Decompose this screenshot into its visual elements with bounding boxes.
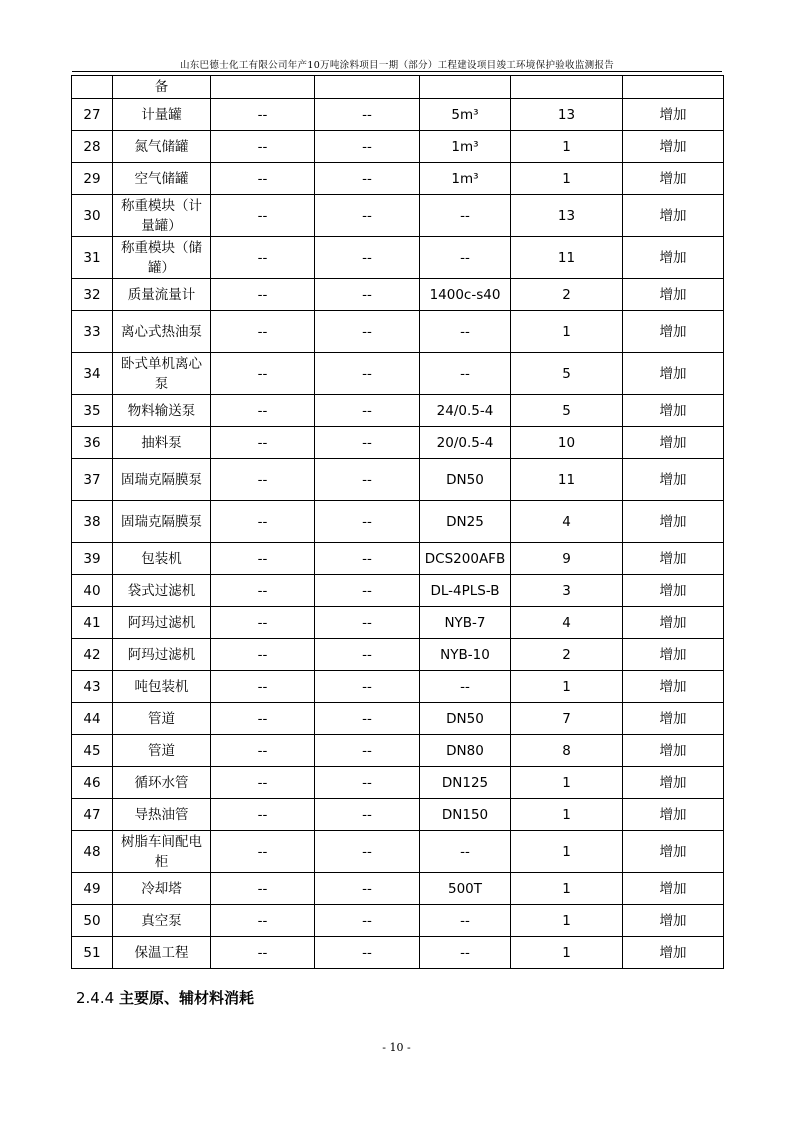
cell-qty: 9 <box>511 543 623 575</box>
cell-name: 阿玛过滤机 <box>113 607 211 639</box>
cell-qty: 11 <box>511 459 623 501</box>
cell-col4: -- <box>315 937 420 969</box>
cell-change: 增加 <box>623 767 724 799</box>
cell-qty: 2 <box>511 639 623 671</box>
cell-col3: -- <box>211 575 315 607</box>
cell-qty: 2 <box>511 279 623 311</box>
cell-spec: 1400c-s40 <box>420 279 511 311</box>
cell-no: 34 <box>72 353 113 395</box>
cell-name: 固瑞克隔膜泵 <box>113 501 211 543</box>
cell-spec: 1m³ <box>420 131 511 163</box>
cell-spec: -- <box>420 311 511 353</box>
cell-qty: 1 <box>511 937 623 969</box>
table-row <box>72 195 724 237</box>
cell-name: 吨包装机 <box>113 671 211 703</box>
table-row <box>72 905 724 937</box>
cell-change: 增加 <box>623 99 724 131</box>
cell-name: 抽料泵 <box>113 427 211 459</box>
cell-name: 导热油管 <box>113 799 211 831</box>
cell-change: 增加 <box>623 163 724 195</box>
cell-col4: -- <box>315 575 420 607</box>
cell-name: 计量罐 <box>113 99 211 131</box>
table-row <box>72 459 724 501</box>
cell-col4: -- <box>315 767 420 799</box>
cell-qty: 11 <box>511 237 623 279</box>
cell-change: 增加 <box>623 831 724 873</box>
section-heading <box>76 987 254 1008</box>
cell-qty: 5 <box>511 353 623 395</box>
cell-spec: 500T <box>420 873 511 905</box>
cell-spec: 20/0.5-4 <box>420 427 511 459</box>
cell-col3: -- <box>211 311 315 353</box>
cell-name: 树脂车间配电柜 <box>113 831 211 873</box>
cell-change: 增加 <box>623 279 724 311</box>
table-row <box>72 543 724 575</box>
cell-change: 增加 <box>623 459 724 501</box>
cell-name: 卧式单机离心泵 <box>113 353 211 395</box>
cell-change: 增加 <box>623 543 724 575</box>
cell-change: 增加 <box>623 427 724 459</box>
table-row <box>72 937 724 969</box>
cell-no: 44 <box>72 703 113 735</box>
cell-name: 循环水管 <box>113 767 211 799</box>
cell-name: 管道 <box>113 703 211 735</box>
cell-change: 增加 <box>623 639 724 671</box>
section-title: 主要原、辅材料消耗 <box>118 989 254 1007</box>
table-row <box>72 279 724 311</box>
cell-spec: NYB-10 <box>420 639 511 671</box>
cell-spec: -- <box>420 671 511 703</box>
cell-name: 冷却塔 <box>113 873 211 905</box>
cell-col3: -- <box>211 831 315 873</box>
cell-col4: -- <box>315 831 420 873</box>
table-row <box>72 607 724 639</box>
cell-name: 物料输送泵 <box>113 395 211 427</box>
cell-col3: -- <box>211 543 315 575</box>
cell-col4: -- <box>315 639 420 671</box>
cell-spec: -- <box>420 353 511 395</box>
cell-col4: -- <box>315 279 420 311</box>
cell-qty: 8 <box>511 735 623 767</box>
cell-no: 45 <box>72 735 113 767</box>
table-row <box>72 501 724 543</box>
page-header: 山东巴德士化工有限公司年产10万吨涂料项目一期（部分）工程建设项目竣工环境保护验收监测报告 <box>179 60 615 71</box>
cell-col3: -- <box>211 937 315 969</box>
cell-col4: -- <box>315 799 420 831</box>
cell-col4: -- <box>315 459 420 501</box>
section-number: 2.4.4 <box>76 989 115 1007</box>
cell-no: 47 <box>72 799 113 831</box>
cell-col4: -- <box>315 427 420 459</box>
cell-change: 增加 <box>623 575 724 607</box>
cell-qty: 1 <box>511 311 623 353</box>
table-row <box>72 831 724 873</box>
cell-col3: -- <box>211 427 315 459</box>
cell-qty: 5 <box>511 395 623 427</box>
cell-spec: DN125 <box>420 767 511 799</box>
cell-name: 包装机 <box>113 543 211 575</box>
table-row <box>72 353 724 395</box>
cell-name: 空气储罐 <box>113 163 211 195</box>
cell-spec: -- <box>420 195 511 237</box>
cell-name: 袋式过滤机 <box>113 575 211 607</box>
cell-col4: -- <box>315 163 420 195</box>
cell-spec: DN50 <box>420 459 511 501</box>
cell-no: 41 <box>72 607 113 639</box>
cell-spec: -- <box>420 905 511 937</box>
table-row-continuation <box>72 76 724 99</box>
cell-name: 管道 <box>113 735 211 767</box>
cell-change: 增加 <box>623 237 724 279</box>
cell-no: 46 <box>72 767 113 799</box>
cell-col3: -- <box>211 395 315 427</box>
cell-col3: -- <box>211 163 315 195</box>
table-row <box>72 237 724 279</box>
cell-no: 37 <box>72 459 113 501</box>
cell-spec: DCS200AFB <box>420 543 511 575</box>
cell-no: 51 <box>72 937 113 969</box>
cell-no: 31 <box>72 237 113 279</box>
cell-col3: -- <box>211 237 315 279</box>
cell-col4: -- <box>315 311 420 353</box>
cell-name: 离心式热油泵 <box>113 311 211 353</box>
cell-change: 增加 <box>623 501 724 543</box>
cell-qty: 1 <box>511 131 623 163</box>
cell-qty: 4 <box>511 501 623 543</box>
table-row <box>72 163 724 195</box>
cell-spec: 24/0.5-4 <box>420 395 511 427</box>
table-row <box>72 703 724 735</box>
cell-no: 33 <box>72 311 113 353</box>
cell-spec: -- <box>420 831 511 873</box>
cell-col4: -- <box>315 671 420 703</box>
cell-qty: 13 <box>511 99 623 131</box>
equipment-table <box>71 75 724 969</box>
table-row <box>72 639 724 671</box>
table-row <box>72 395 724 427</box>
cell-col4: -- <box>315 735 420 767</box>
cell-qty: 13 <box>511 195 623 237</box>
cell-qty: 7 <box>511 703 623 735</box>
cell-col3: -- <box>211 99 315 131</box>
cell-spec: -- <box>420 237 511 279</box>
cell-qty: 1 <box>511 831 623 873</box>
cell-change: 增加 <box>623 395 724 427</box>
cell-no: 39 <box>72 543 113 575</box>
cell-no: 27 <box>72 99 113 131</box>
cell-no: 36 <box>72 427 113 459</box>
cell-change: 增加 <box>623 703 724 735</box>
cell-no: 28 <box>72 131 113 163</box>
cell-qty: 1 <box>511 905 623 937</box>
cell-name: 真空泵 <box>113 905 211 937</box>
cell-col4: -- <box>315 99 420 131</box>
cell-col4: -- <box>315 703 420 735</box>
cell-spec: DN50 <box>420 703 511 735</box>
table-row <box>72 575 724 607</box>
cell-change: 增加 <box>623 353 724 395</box>
cell-col3: -- <box>211 607 315 639</box>
cell-col4: -- <box>315 395 420 427</box>
cell-change: 增加 <box>623 195 724 237</box>
cell-col3: -- <box>211 735 315 767</box>
table-row <box>72 99 724 131</box>
cell-change: 增加 <box>623 937 724 969</box>
cell-col4: -- <box>315 195 420 237</box>
cell-name: 阿玛过滤机 <box>113 639 211 671</box>
cell-col4: -- <box>315 873 420 905</box>
table-row <box>72 799 724 831</box>
cell-col3: -- <box>211 501 315 543</box>
cell-col4: -- <box>315 607 420 639</box>
cell-qty: 3 <box>511 575 623 607</box>
cell-qty: 1 <box>511 671 623 703</box>
cell-col3: -- <box>211 459 315 501</box>
cell-change: 增加 <box>623 873 724 905</box>
cell-name: 称重模块（计量罐） <box>113 195 211 237</box>
cell-no: 35 <box>72 395 113 427</box>
cell-spec: -- <box>420 937 511 969</box>
cell-no: 30 <box>72 195 113 237</box>
cell-name: 称重模块（储罐） <box>113 237 211 279</box>
cell-no: 29 <box>72 163 113 195</box>
table-row <box>72 767 724 799</box>
cell-name: 备 <box>113 76 211 99</box>
cell-no: 42 <box>72 639 113 671</box>
cell-name: 固瑞克隔膜泵 <box>113 459 211 501</box>
cell-col4: -- <box>315 131 420 163</box>
cell-no: 32 <box>72 279 113 311</box>
cell-col3: -- <box>211 799 315 831</box>
cell-spec: DL-4PLS-B <box>420 575 511 607</box>
cell-name: 质量流量计 <box>113 279 211 311</box>
cell-no: 43 <box>72 671 113 703</box>
table-row <box>72 427 724 459</box>
table-row <box>72 735 724 767</box>
header-divider <box>72 71 722 72</box>
cell-change: 增加 <box>623 905 724 937</box>
cell-no: 48 <box>72 831 113 873</box>
cell-qty: 1 <box>511 873 623 905</box>
cell-spec: NYB-7 <box>420 607 511 639</box>
cell-change: 增加 <box>623 131 724 163</box>
table-row <box>72 131 724 163</box>
cell-qty: 1 <box>511 163 623 195</box>
cell-col4: -- <box>315 905 420 937</box>
cell-no: 50 <box>72 905 113 937</box>
table-row <box>72 873 724 905</box>
cell-no: 38 <box>72 501 113 543</box>
cell-change: 增加 <box>623 799 724 831</box>
cell-name: 氮气储罐 <box>113 131 211 163</box>
cell-col3: -- <box>211 767 315 799</box>
cell-col3: -- <box>211 905 315 937</box>
cell-col3: -- <box>211 131 315 163</box>
cell-qty: 1 <box>511 799 623 831</box>
cell-col4: -- <box>315 237 420 279</box>
cell-qty: 1 <box>511 767 623 799</box>
cell-col3: -- <box>211 279 315 311</box>
cell-spec: DN25 <box>420 501 511 543</box>
cell-change: 增加 <box>623 607 724 639</box>
cell-col4: -- <box>315 353 420 395</box>
cell-col3: -- <box>211 353 315 395</box>
cell-spec: DN80 <box>420 735 511 767</box>
page-number: - 10 - <box>382 1041 411 1054</box>
cell-name: 保温工程 <box>113 937 211 969</box>
table-row <box>72 311 724 353</box>
cell-spec: 5m³ <box>420 99 511 131</box>
cell-spec: 1m³ <box>420 163 511 195</box>
cell-no: 49 <box>72 873 113 905</box>
cell-change: 增加 <box>623 311 724 353</box>
cell-qty: 4 <box>511 607 623 639</box>
cell-col4: -- <box>315 501 420 543</box>
table-row <box>72 671 724 703</box>
cell-no <box>72 76 113 99</box>
cell-col3: -- <box>211 873 315 905</box>
cell-change: 增加 <box>623 671 724 703</box>
cell-qty: 10 <box>511 427 623 459</box>
cell-col3: -- <box>211 703 315 735</box>
cell-change: 增加 <box>623 735 724 767</box>
cell-col3: -- <box>211 639 315 671</box>
cell-spec: DN150 <box>420 799 511 831</box>
cell-col4: -- <box>315 543 420 575</box>
cell-no: 40 <box>72 575 113 607</box>
cell-col3: -- <box>211 671 315 703</box>
cell-col3: -- <box>211 195 315 237</box>
